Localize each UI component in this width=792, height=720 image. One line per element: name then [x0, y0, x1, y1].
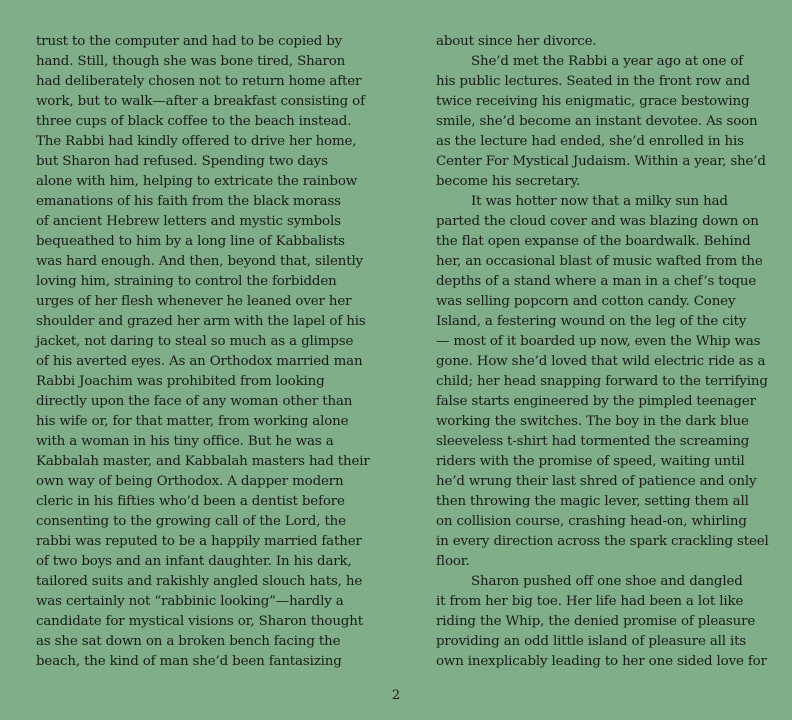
- text-line: with a woman in his tiny office. But he was a: [36, 434, 334, 449]
- text-line: gone. How she’d loved that wild electric ride as a: [436, 354, 766, 369]
- text-line: but Sharon had refused. Spending two days: [36, 154, 328, 169]
- text-line: sleeveless t-shirt had tormented the screaming: [436, 434, 750, 449]
- text-line: of his averted eyes. As an Orthodox married man: [36, 354, 363, 369]
- text-line: on collision course, crashing head-on, whirling: [436, 514, 747, 529]
- text-line: floor.: [436, 554, 470, 569]
- text-line: trust to the computer and had to be copied by: [36, 34, 343, 49]
- text-line: of two boys and an infant daughter. In his dark,: [36, 554, 352, 569]
- text-line: work, but to walk—after a breakfast consisting of: [36, 94, 365, 109]
- text-line: working the switches. The boy in the dark blue: [436, 414, 749, 429]
- text-line: twice receiving his enigmatic, grace bestowing: [436, 94, 750, 109]
- text-line: — most of it boarded up now, even the Whip was: [436, 334, 761, 349]
- text-line: Sharon pushed off one shoe and dangled: [471, 574, 743, 589]
- text-line: It was hotter now that a milky sun had: [471, 194, 728, 209]
- text-line: about since her divorce.: [436, 34, 597, 49]
- text-line: depths of a stand where a man in a chef’s toque: [436, 274, 757, 289]
- text-line: urges of her flesh whenever he leaned over her: [36, 294, 352, 309]
- text-line: Center For Mystical Judaism. Within a year, she’d: [436, 154, 766, 169]
- text-line: parted the cloud cover and was blazing down on: [436, 214, 759, 229]
- text-line: riders with the promise of speed, waiting until: [436, 454, 745, 469]
- text-line: as the lecture had ended, she’d enrolled in his: [436, 134, 744, 149]
- text-line: of ancient Hebrew letters and mystic symbols: [36, 214, 341, 229]
- text-line: was selling popcorn and cotton candy. Coney: [436, 294, 736, 309]
- text-line: bequeathed to him by a long line of Kabbalists: [36, 234, 345, 249]
- text-line: rabbi was reputed to be a happily married father: [36, 534, 362, 549]
- text-line: The Rabbi had kindly offered to drive her home,: [36, 134, 357, 149]
- text-line: consenting to the growing call of the Lord, the: [36, 514, 346, 529]
- text-line: the flat open expanse of the boardwalk. Behind: [436, 234, 751, 249]
- text-line: emanations of his faith from the black morass: [36, 194, 341, 209]
- text-line: his public lectures. Seated in the front row and: [436, 74, 750, 89]
- text-line: three cups of black coffee to the beach instead.: [36, 114, 352, 129]
- text-line: cleric in his fifties who’d been a dentist before: [36, 494, 345, 509]
- text-line: as she sat down on a broken bench facing the: [36, 634, 341, 649]
- text-line: hand. Still, though she was bone tired, Sharon: [36, 54, 346, 69]
- text-line: was certainly not “rabbinic looking”—hardly a: [36, 594, 344, 609]
- page-number: 2: [391, 688, 401, 703]
- text-line: child; her head snapping forward to the terrifying: [436, 374, 768, 389]
- text-line: Island, a festering wound on the leg of the city: [436, 314, 747, 329]
- left-text-column: [36, 32, 370, 672]
- text-line: his wife or, for that matter, from working alone: [36, 414, 349, 429]
- text-line: candidate for mystical visions or, Sharon thought: [36, 614, 363, 629]
- text-line: jacket, not daring to steal so much as a glimpse: [36, 334, 354, 349]
- text-line: her, an occasional blast of music wafted from the: [436, 254, 763, 269]
- text-line: loving him, straining to control the forbidden: [36, 274, 337, 289]
- text-line: shoulder and grazed her arm with the lapel of his: [36, 314, 366, 329]
- text-line: then throwing the magic lever, setting them all: [436, 494, 749, 509]
- text-line: smile, she’d become an instant devotee. As soon: [436, 114, 758, 129]
- text-line: it from her big toe. Her life had been a lot like: [436, 594, 744, 609]
- text-line: Rabbi Joachim was prohibited from looking: [36, 374, 325, 389]
- text-line: false starts engineered by the pimpled teenager: [436, 394, 756, 409]
- text-line: he’d wrung their last shred of patience and only: [436, 474, 757, 489]
- text-line: alone with him, helping to extricate the rainbow: [36, 174, 358, 189]
- text-line: beach, the kind of man she’d been fantasizing: [36, 654, 342, 669]
- text-line: was hard enough. And then, beyond that, silently: [36, 254, 364, 269]
- text-line: had deliberately chosen not to return home after: [36, 74, 362, 89]
- text-line: She’d met the Rabbi a year ago at one of: [471, 54, 744, 69]
- text-line: tailored suits and rakishly angled slouch hats, he: [36, 574, 363, 589]
- right-text-column: [436, 32, 769, 672]
- text-line: directly upon the face of any woman other than: [36, 394, 353, 409]
- text-line: in every direction across the spark crackling steel: [436, 534, 769, 549]
- text-line: riding the Whip, the denied promise of pleasure: [436, 614, 756, 629]
- text-line: Kabbalah master, and Kabbalah masters had their: [36, 454, 370, 469]
- text-line: own way of being Orthodox. A dapper modern: [36, 474, 344, 489]
- text-line: become his secretary.: [436, 174, 581, 189]
- text-line: providing an odd little island of pleasure all its: [436, 634, 747, 649]
- text-line: own inexplicably leading to her one sided love for: [436, 654, 767, 669]
